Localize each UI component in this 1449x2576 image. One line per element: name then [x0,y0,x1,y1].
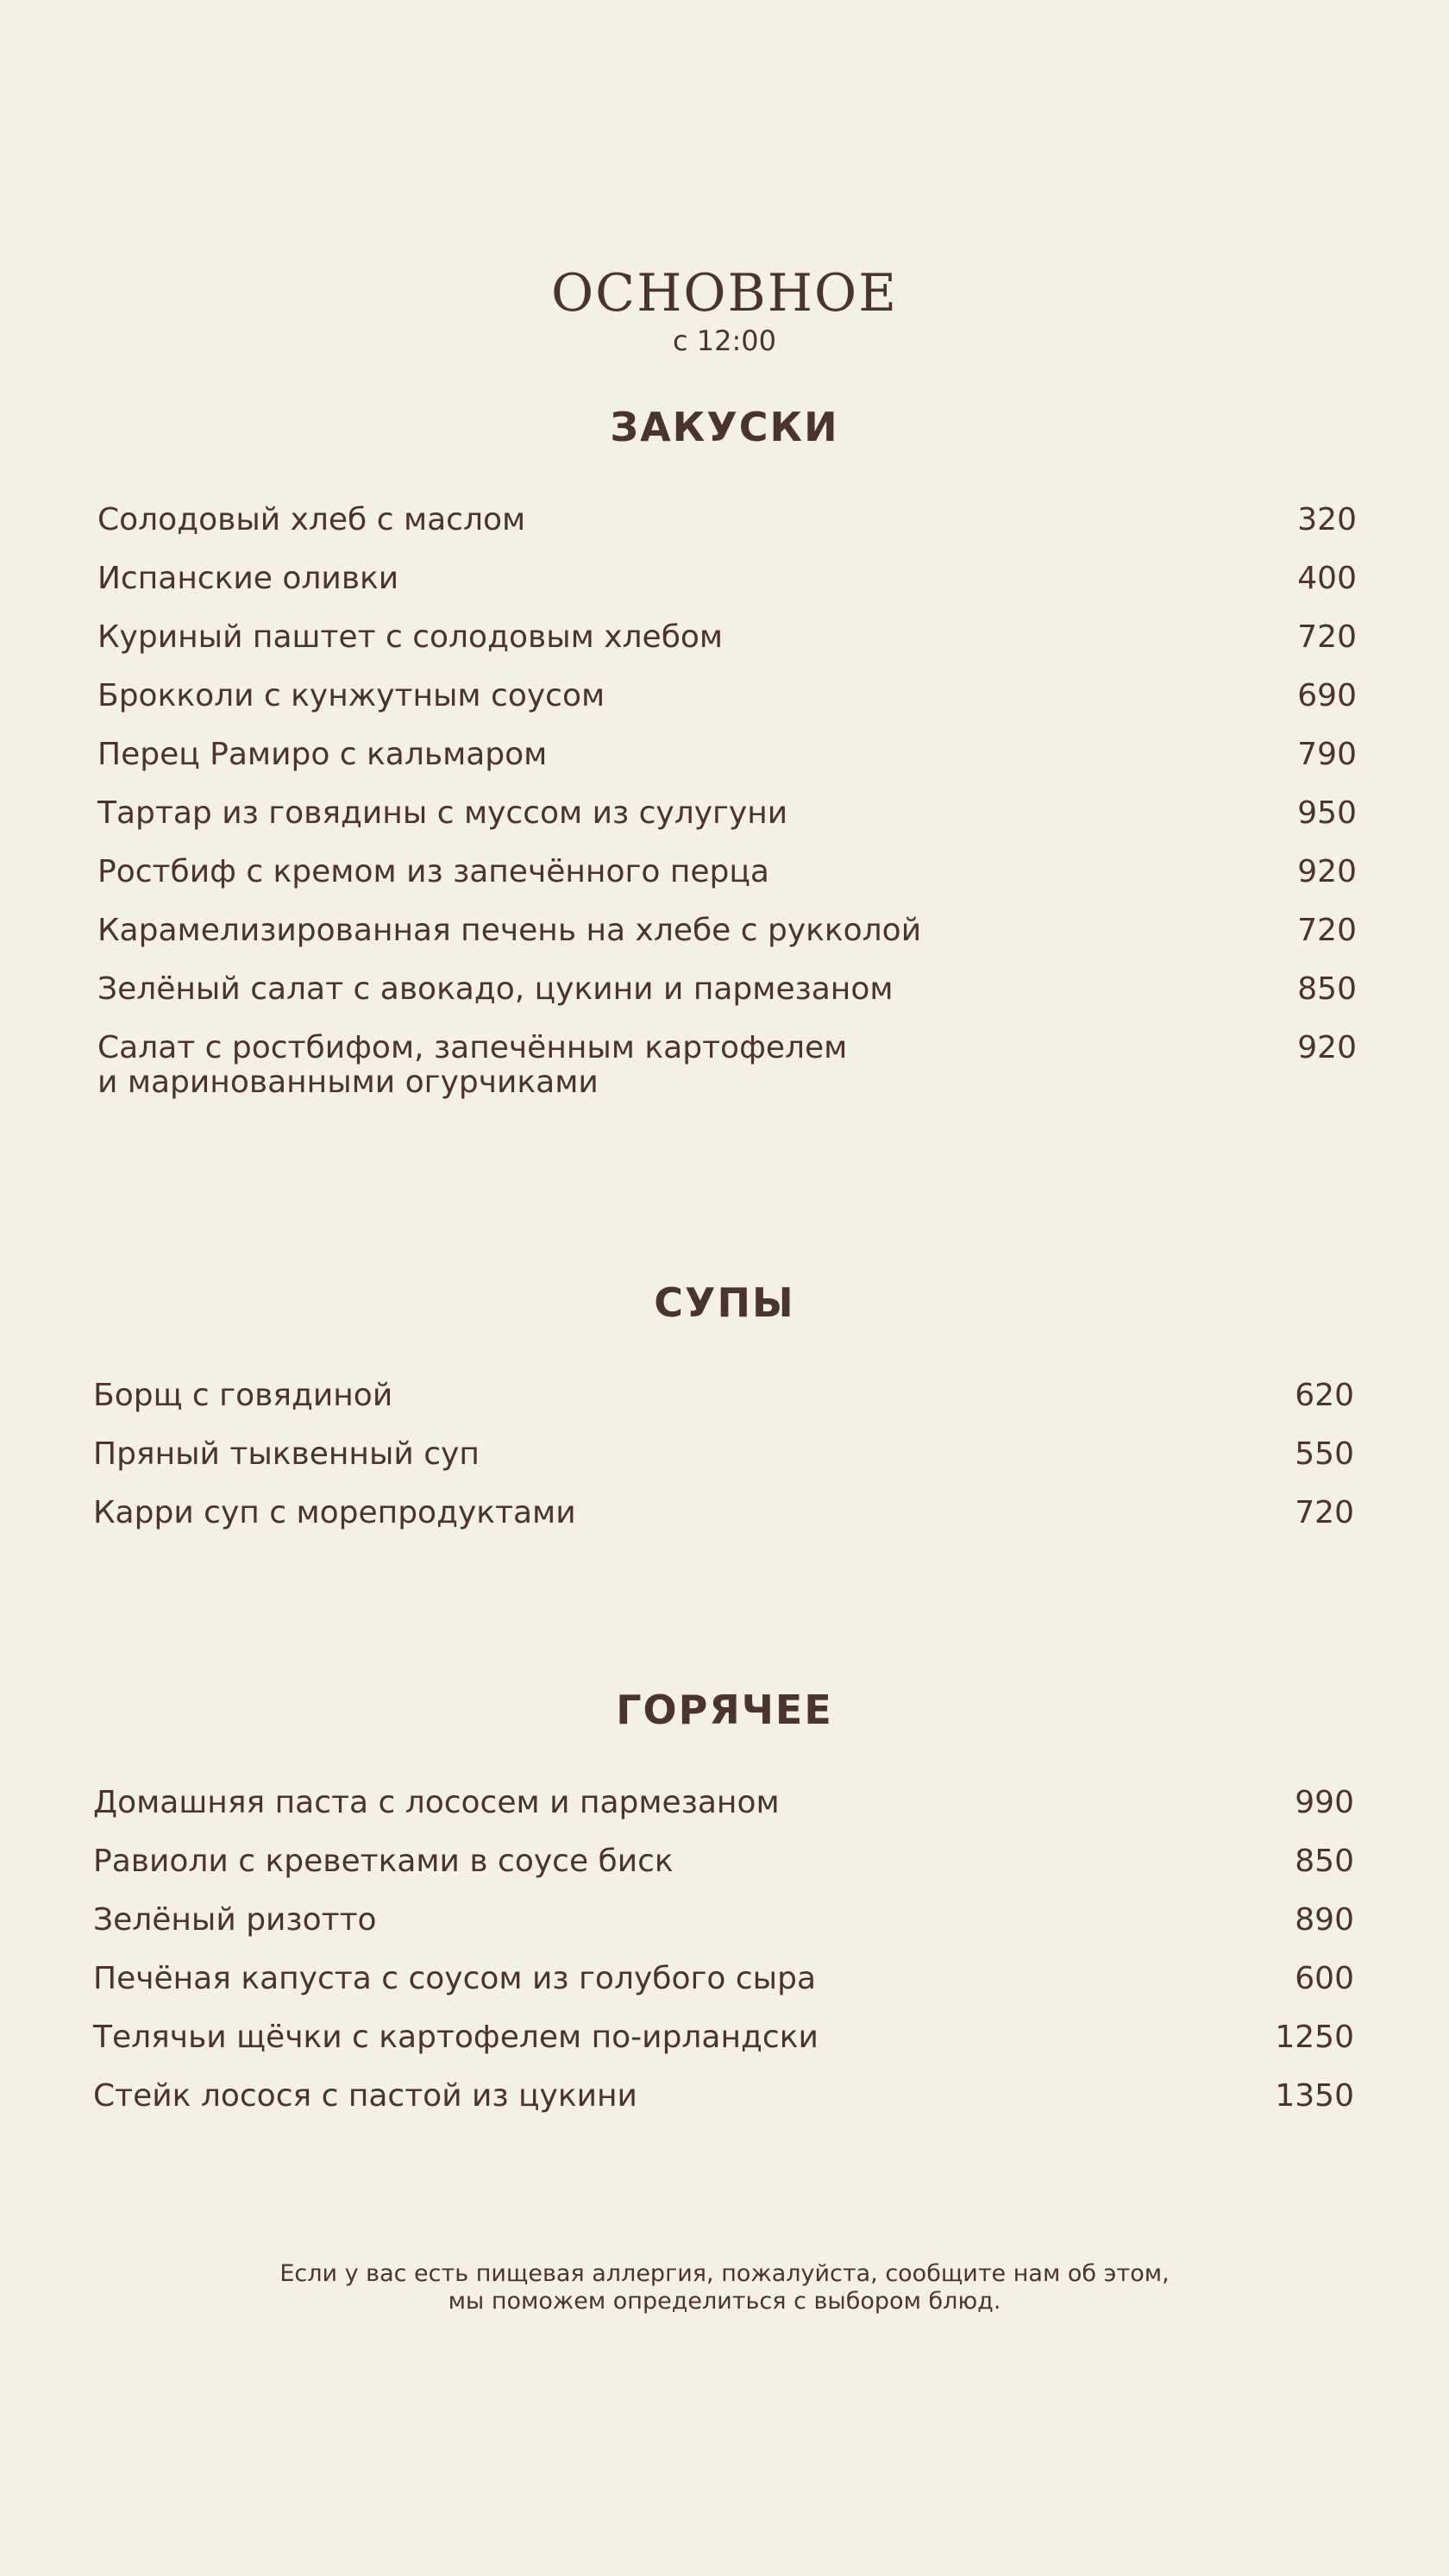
item-name: Солодовый хлеб с маслом [97,502,526,537]
menu-item [97,1031,1357,1107]
menu-item [93,1962,1354,2020]
item-name: Салат с ростбифом, запечённым картофелем и маринованными огурчиками [97,1030,848,1100]
menu-item [93,1379,1354,1437]
item-name: Борщ с говядиной [93,1378,393,1413]
menu-list-supy [93,1379,1354,1555]
item-name: Телячьи щёчки с картофелем по-ирландски [93,2020,819,2055]
item-name: Пряный тыквенный суп [93,1436,480,1472]
menu-item [97,855,1357,914]
item-price: 1250 [1275,2020,1354,2055]
section-heading-goryachee: ГОРЯЧЕЕ [616,1687,833,1733]
item-price: 690 [1297,678,1357,713]
item-name: Ростбиф с кремом из запечённого перца [97,854,769,889]
menu-item [97,679,1357,738]
item-price: 920 [1297,854,1357,889]
menu-item [93,1437,1354,1496]
item-name: Куриный паштет с солодовым хлебом [97,619,724,655]
item-name: Карри суп с морепродуктами [93,1495,576,1530]
menu-item [93,1496,1354,1555]
menu-item [97,738,1357,796]
item-price: 600 [1295,1961,1354,1996]
menu-item [97,796,1357,855]
menu-item [93,2079,1354,2138]
page-title: ОСНОВНОЕ [550,263,898,324]
menu-item [97,620,1357,679]
item-price: 720 [1295,1495,1354,1530]
item-price: 790 [1297,737,1357,772]
section-heading-supy: СУПЫ [654,1279,795,1326]
item-name: Стейк лосося с пастой из цукини [93,2078,637,2114]
item-price: 320 [1297,502,1357,537]
item-name: Зелёный ризотто [93,1902,377,1938]
item-price: 1350 [1275,2078,1354,2114]
menu-item [97,562,1357,620]
menu-item [97,914,1357,972]
item-price: 990 [1295,1785,1354,1820]
item-price: 920 [1297,1030,1357,1065]
item-price: 850 [1295,1844,1354,1879]
item-name: Испанские оливки [97,561,399,596]
menu-item [93,1844,1354,1903]
item-name: Перец Рамиро с кальмаром [97,737,548,772]
item-name: Брокколи с кунжутным соусом [97,678,605,713]
item-price: 550 [1295,1436,1354,1472]
item-price: 620 [1295,1378,1354,1413]
item-name: Домашняя паста с лососем и пармезаном [93,1785,780,1820]
item-price: 720 [1297,619,1357,655]
allergy-note: Если у вас есть пищевая аллергия, пожалуйста, сообщите нам об этом, мы поможем определиться с выбором блюд. [279,2260,1170,2315]
section-heading-zakuski: ЗАКУСКИ [610,404,839,450]
item-price: 720 [1297,913,1357,948]
page-subtitle: с 12:00 [673,324,776,357]
item-name: Равиоли с креветками в соусе биск [93,1844,674,1879]
item-price: 890 [1295,1902,1354,1938]
menu-item [93,2020,1354,2079]
menu-item [97,503,1357,562]
item-price: 400 [1297,561,1357,596]
menu-item [93,1903,1354,1962]
menu-list-zakuski [97,503,1357,1107]
item-name: Печёная капуста с соусом из голубого сыра [93,1961,817,1996]
item-price: 950 [1297,795,1357,831]
item-price: 850 [1297,971,1357,1007]
item-name: Карамелизированная печень на хлебе с рукколой [97,913,922,948]
item-name: Тартар из говядины с муссом из сулугуни [97,795,788,831]
item-name: Зелёный салат с авокадо, цукини и пармезаном [97,971,894,1007]
menu-list-goryachee [93,1786,1354,2138]
menu-item [97,972,1357,1031]
menu-item [93,1786,1354,1844]
